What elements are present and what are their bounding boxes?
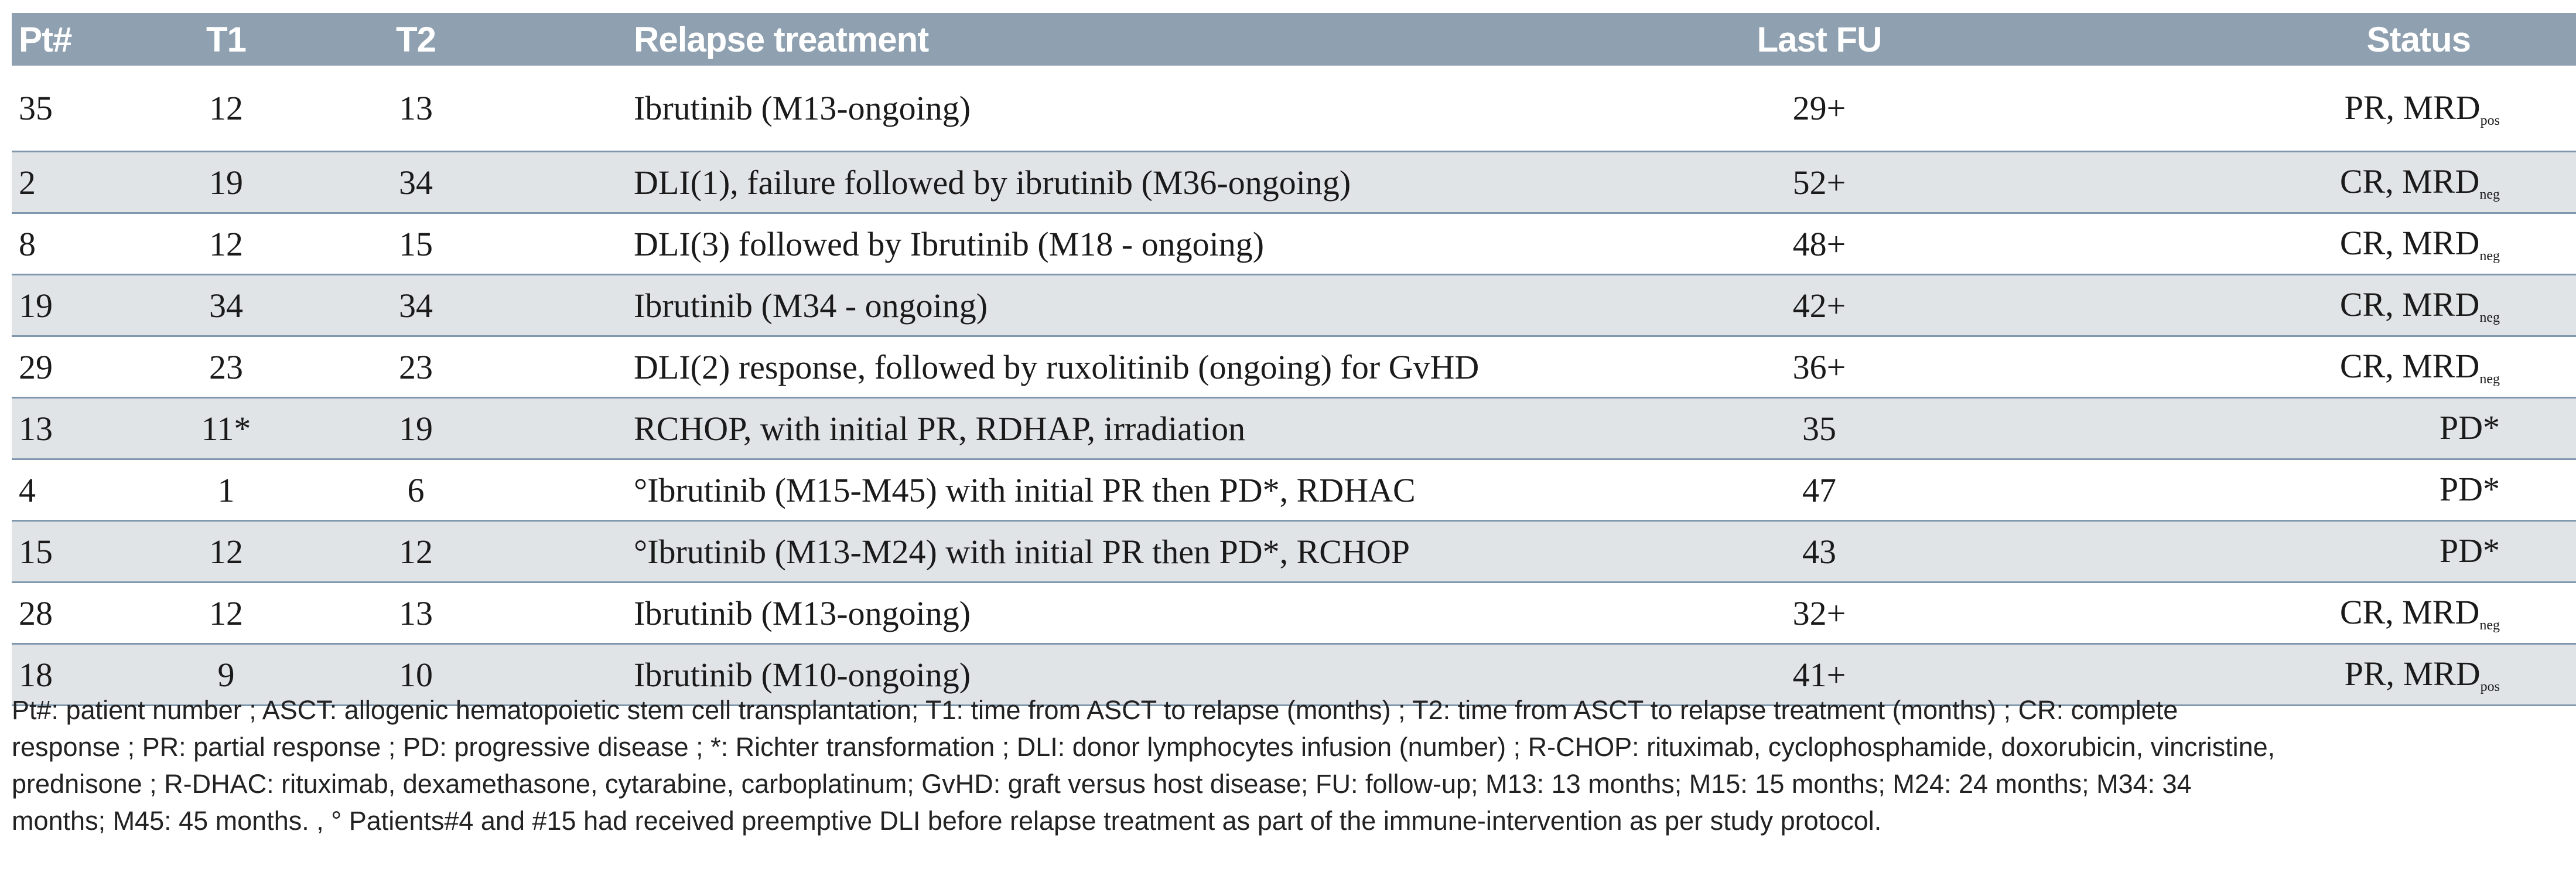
status-text: CR, MRD [2339,347,2480,385]
cell-last-fu: 48+ [1792,224,1846,263]
table-row [12,459,2576,521]
status-subscript: neg [2479,248,2500,264]
cell-t2: 34 [399,163,433,202]
cell-t1: 12 [209,89,243,127]
status-text: CR, MRD [2339,285,2480,323]
cell-relapse: Ibrutinib (M34 - ongoing) [634,286,988,325]
cell-relapse: °Ibrutinib (M13-M24) with initial PR then PD*, RCHOP [634,532,1410,571]
table-row [12,521,2576,583]
header-t2: T2 [395,19,436,59]
status-subscript: pos [2480,113,2500,128]
cell-status [1990,152,2576,213]
cell-status [1990,66,2576,152]
cell-t2: 10 [399,655,433,694]
cell-t1: 9 [217,655,235,694]
cell-t1: 23 [209,348,243,386]
cell-t2: 15 [399,224,433,263]
cell-t2: 6 [407,471,425,509]
cell-pt: 28 [19,594,53,632]
header-last-fu: Last FU [1757,19,1882,59]
cell-pt: 4 [19,471,36,509]
table-row [12,213,2576,275]
status-subscript: pos [2480,679,2500,694]
relapse-table-container [12,13,2500,706]
header-relapse-treatment: Relapse treatment [634,19,929,59]
table-body [12,66,2576,706]
cell-status [1990,583,2576,644]
table-row [12,583,2576,644]
cell-last-fu: 32+ [1792,594,1846,632]
cell-pt: 8 [19,224,36,263]
cell-relapse: RCHOP, with initial PR, RDHAP, irradiation [634,409,1246,448]
cell-t2: 34 [399,286,433,325]
cell-t1: 1 [217,471,235,509]
cell-status [1990,459,2576,521]
cell-pt: 18 [19,655,53,694]
cell-last-fu: 42+ [1792,286,1846,325]
table-row [12,152,2576,213]
cell-relapse: DLI(1), failure followed by ibrutinib (M36-ongoing) [634,163,1351,202]
cell-t1: 19 [209,163,243,202]
status-subscript: neg [2479,372,2500,387]
cell-t2: 23 [399,348,433,386]
cell-last-fu: 35 [1802,409,1836,448]
cell-status [1990,275,2576,336]
header-t1: T1 [206,19,247,59]
status-text: CR, MRD [2339,162,2480,200]
cell-pt: 13 [19,409,53,448]
cell-last-fu: 43 [1802,532,1836,571]
cell-last-fu: 47 [1802,471,1836,509]
cell-last-fu: 29+ [1792,89,1846,127]
cell-t2: 12 [399,532,433,571]
table-footnote: Pt#: patient number ; ASCT: allogenic hematopoietic stem cell transplantation; T1: time from ASCT to relapse (months) ; T2: time from ASCT to relapse treatment (months) ; CR: complete response ; PR: partial response ; PD: progressive disease ; *: Richter transformation ; DLI: donor lymphocytes infusion (number) ; R-CHOP: rituximab, cyclophosphamide, doxorubicin, vincristine, prednisone ; R-DHAC: rituximab, dexamethasone, cytarabine, carboplatinum; GvHD: graft versus host disease; FU: follow-up; M13: 13 months; M15: 15 months; M24: 24 months; M34: 34 months; M45: 45 months. , ° Patients#4 and #15 had received preemptive DLI before relapse treatment as part of the immune-intervention as per study protocol. [12,695,2276,836]
cell-t2: 19 [399,409,433,448]
cell-relapse: Ibrutinib (M10-ongoing) [634,655,971,694]
cell-pt: 35 [19,89,53,127]
cell-pt: 29 [19,348,53,386]
cell-t1: 12 [209,594,243,632]
cell-pt: 2 [19,163,36,202]
cell-t2: 13 [399,89,433,127]
status-text: CR, MRD [2339,224,2480,262]
cell-relapse: Ibrutinib (M13-ongoing) [634,594,971,632]
cell-pt: 15 [19,532,53,571]
cell-last-fu: 52+ [1792,163,1846,202]
cell-relapse: Ibrutinib (M13-ongoing) [634,89,971,127]
cell-t1: 12 [209,532,243,571]
status-text: CR, MRD [2339,593,2480,631]
cell-relapse: °Ibrutinib (M15-M45) with initial PR then PD*, RDHAC [634,471,1416,509]
status-text: PD* [2439,408,2500,447]
status-subscript: neg [2479,187,2500,202]
relapse-table [12,13,2576,706]
table-row [12,275,2576,336]
cell-t2: 13 [399,594,433,632]
cell-last-fu: 36+ [1792,348,1846,386]
cell-t1: 12 [209,224,243,263]
status-text: PR, MRD [2344,88,2481,127]
cell-status [1990,213,2576,275]
status-text: PD* [2439,470,2500,508]
table-row [12,398,2576,459]
cell-status [1990,336,2576,398]
status-text: PR, MRD [2344,655,2481,693]
header-pt: Pt# [19,19,72,59]
table-row [12,66,2576,152]
cell-t1: 11* [201,409,251,448]
cell-relapse: DLI(3) followed by Ibrutinib (M18 - ongoing) [634,224,1265,263]
header-status: Status [2366,19,2471,59]
table-row [12,336,2576,398]
header-row [12,13,2576,66]
table-header [12,13,2576,66]
cell-pt: 19 [19,286,53,325]
cell-t1: 34 [209,286,243,325]
cell-status [1990,398,2576,459]
cell-last-fu: 41+ [1792,655,1846,694]
status-subscript: neg [2479,310,2500,325]
status-text: PD* [2439,532,2500,570]
status-subscript: neg [2479,618,2500,633]
cell-relapse: DLI(2) response, followed by ruxolitinib (ongoing) for GvHD [634,348,1480,386]
cell-status [1990,521,2576,583]
